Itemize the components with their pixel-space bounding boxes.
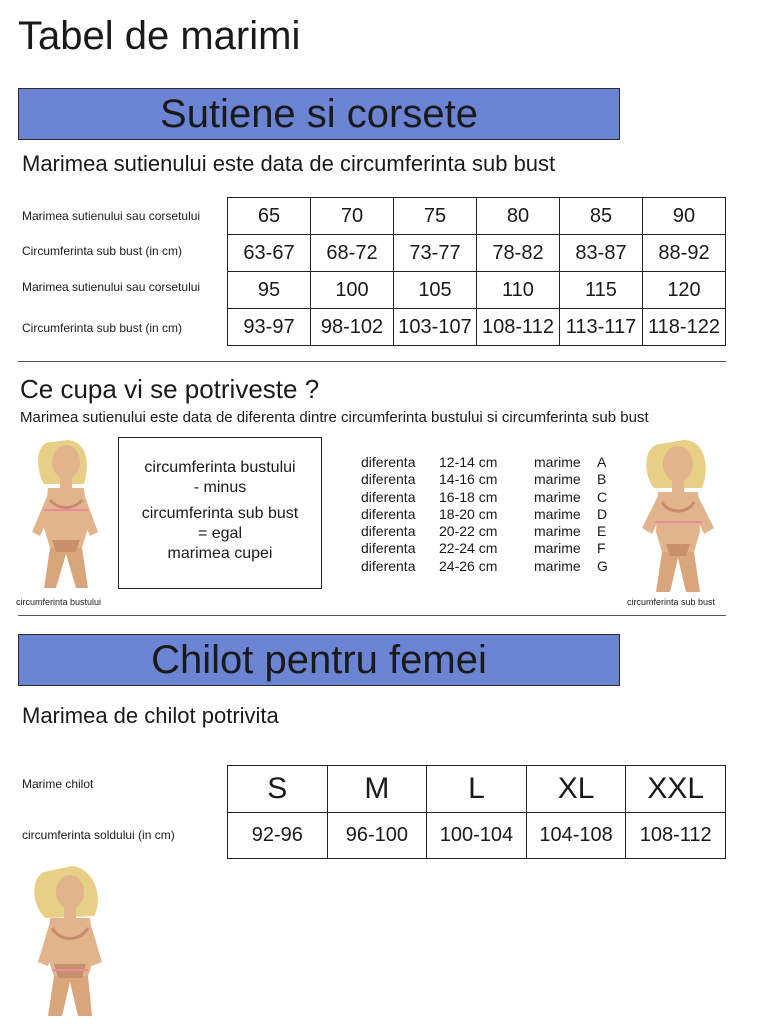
table-cell: 104-108 <box>526 813 626 859</box>
table-row <box>228 272 726 309</box>
formula-line: - minus <box>193 479 247 496</box>
bra-size-table <box>227 197 726 346</box>
table-row <box>228 235 726 272</box>
diff-label: diferenta <box>361 454 416 470</box>
table-cell: 90 <box>643 198 726 235</box>
size-label: marime <box>534 454 581 470</box>
table-cell: 85 <box>560 198 643 235</box>
diff-range: 12-14 cm <box>439 454 498 470</box>
cup-subtitle: Marimea sutienului este data de diferenta dintre circumferinta bustului si circumferinta sub bust <box>20 409 649 426</box>
model-image-bust <box>22 436 110 592</box>
table-row <box>228 309 726 346</box>
diff-range: 18-20 cm <box>439 505 498 522</box>
cup-size: G <box>597 557 608 574</box>
page-title: Tabel de marimi <box>18 14 301 58</box>
bras-subtitle: Marimea sutienului este data de circumferinta sub bust <box>22 151 556 176</box>
cup-heading: Ce cupa vi se potriveste ? <box>20 374 320 404</box>
table-cell: 78-82 <box>477 235 560 272</box>
table-cell: 83-87 <box>560 235 643 272</box>
table-row <box>228 766 726 813</box>
panties-subtitle: Marimea de chilot potrivita <box>22 703 279 728</box>
table-cell: 70 <box>311 198 394 235</box>
table-cell: S <box>228 766 328 813</box>
table-cell: 68-72 <box>311 235 394 272</box>
panties-row-label: Marime chilot <box>22 777 94 791</box>
panties-row-label: circumferinta soldului (in cm) <box>22 828 175 842</box>
table-cell: 92-96 <box>228 813 328 859</box>
diff-range: 20-22 cm <box>439 523 498 540</box>
formula-line: circumferinta sub bust <box>141 505 299 522</box>
table-cell: M <box>327 766 427 813</box>
cup-difference-list <box>361 454 608 575</box>
table-cell: XXL <box>626 766 726 813</box>
table-cell: 108-112 <box>477 309 560 346</box>
diff-range: 14-16 cm <box>439 471 498 488</box>
formula-line: = egal <box>197 525 243 542</box>
list-item <box>361 489 608 506</box>
table-cell: 120 <box>643 272 726 309</box>
diff-label: diferenta <box>361 540 416 557</box>
size-label: marime <box>534 488 581 505</box>
table-cell: 110 <box>477 272 560 309</box>
list-item <box>361 506 608 523</box>
table-row <box>228 198 726 235</box>
table-cell: 65 <box>228 198 311 235</box>
table-cell: 105 <box>394 272 477 309</box>
cup-size: E <box>597 523 607 540</box>
formula-line: circumferinta bustului <box>144 459 296 476</box>
table-cell: XL <box>526 766 626 813</box>
bras-banner: Sutiene si corsete <box>18 88 620 140</box>
diff-range: 24-26 cm <box>439 557 498 574</box>
diff-label: diferenta <box>361 557 416 574</box>
table-cell: 96-100 <box>327 813 427 859</box>
size-label: marime <box>534 523 581 540</box>
size-label: marime <box>534 540 581 557</box>
table-cell: 93-97 <box>228 309 311 346</box>
diff-label: diferenta <box>361 505 416 522</box>
table-cell: 95 <box>228 272 311 309</box>
diff-label: diferenta <box>361 488 416 505</box>
cup-size: C <box>597 488 608 505</box>
diff-label: diferenta <box>361 471 416 488</box>
model-image-panties <box>24 862 120 1018</box>
table-cell: 113-117 <box>560 309 643 346</box>
divider <box>18 615 726 616</box>
model-image-underbust <box>630 436 726 594</box>
diff-range: 22-24 cm <box>439 540 498 557</box>
list-item <box>361 454 608 471</box>
bra-row-label: Circumferinta sub bust (in cm) <box>22 244 183 258</box>
table-row <box>228 813 726 859</box>
table-cell: 73-77 <box>394 235 477 272</box>
caption-right: circumferinta sub bust <box>627 597 716 607</box>
diff-label: diferenta <box>361 523 416 540</box>
table-cell: L <box>427 766 527 813</box>
table-cell: 75 <box>394 198 477 235</box>
list-item <box>361 558 608 575</box>
panties-size-table <box>227 765 726 859</box>
list-item <box>361 471 608 488</box>
divider <box>18 361 726 362</box>
table-cell: 88-92 <box>643 235 726 272</box>
size-label: marime <box>534 557 581 574</box>
cup-size: B <box>597 471 607 488</box>
list-item <box>361 523 608 540</box>
caption-left: circumferinta bustului <box>16 597 102 607</box>
bra-row-label: Marimea sutienului sau corsetului <box>22 280 201 294</box>
formula-line: marimea cupei <box>167 545 273 562</box>
cup-size: A <box>597 454 607 470</box>
table-cell: 108-112 <box>626 813 726 859</box>
table-cell: 103-107 <box>394 309 477 346</box>
table-cell: 80 <box>477 198 560 235</box>
table-cell: 100 <box>311 272 394 309</box>
panties-banner: Chilot pentru femei <box>18 634 620 686</box>
table-cell: 118-122 <box>643 309 726 346</box>
bra-row-label: Marimea sutienului sau corsetului <box>22 209 201 223</box>
bra-row-label: Circumferinta sub bust (in cm) <box>22 321 183 335</box>
table-cell: 98-102 <box>311 309 394 346</box>
size-label: marime <box>534 505 581 522</box>
size-label: marime <box>534 471 581 488</box>
diff-range: 16-18 cm <box>439 488 498 505</box>
table-cell: 115 <box>560 272 643 309</box>
cup-size: F <box>597 540 606 557</box>
cup-formula-box <box>118 437 322 589</box>
table-cell: 63-67 <box>228 235 311 272</box>
list-item <box>361 540 608 557</box>
cup-size: D <box>597 505 608 522</box>
table-cell: 100-104 <box>427 813 527 859</box>
